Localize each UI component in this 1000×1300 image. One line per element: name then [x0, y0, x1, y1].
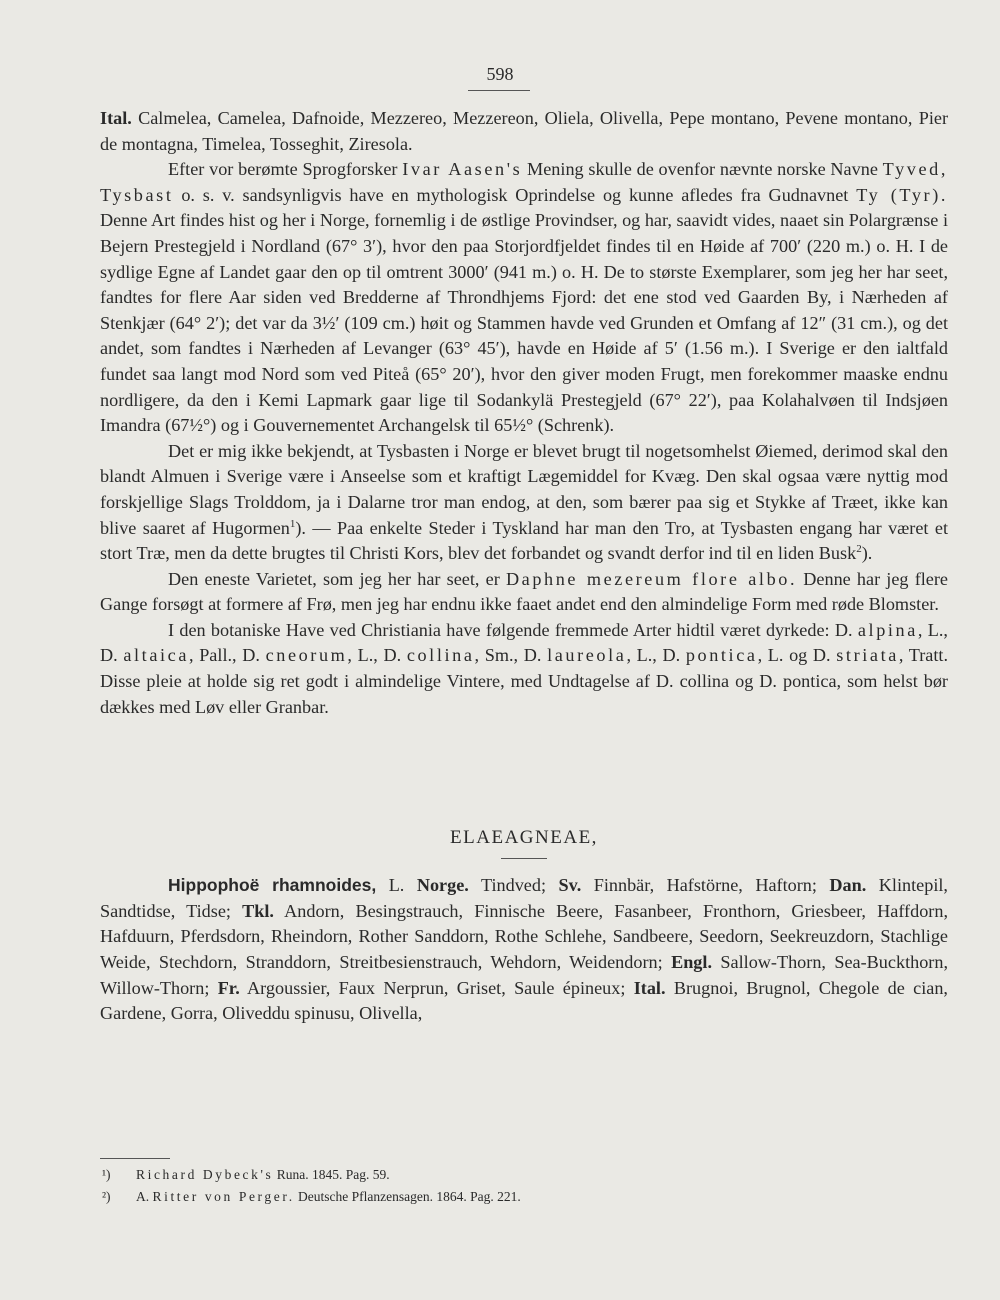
text-run: striata — [836, 645, 899, 666]
text-run: Tkl. — [242, 900, 274, 921]
text-run: Dan. — [829, 875, 867, 896]
text-run: Mening skulle de ovenfor nævnte norske Navne — [522, 159, 883, 180]
text-run: Fr. — [217, 977, 240, 998]
footnote-ref: 2 — [856, 543, 862, 556]
text-run: Ital. — [100, 108, 132, 128]
text-run: Denne har jeg flere Gange forsøgt at formere af Frø, men jeg har endnu ikke faaet andet end den almindelige Form med røde Blomster. — [100, 568, 949, 615]
text-run: alpina — [857, 619, 918, 640]
text-run: Ital. — [633, 977, 666, 998]
text-run: ). — [861, 543, 873, 564]
paragraph — [100, 157, 948, 439]
text-run: ). — Paa enkelte Steder i Tyskland har man den Tro, at Tysbasten engang har været et stort Træ, men da dette brugtes til Christi Kors, blev det forbandet og svandt derfor ind til en liden Busk — [100, 517, 948, 564]
text-run: Tyved, Tysbast — [100, 159, 949, 205]
page-number: 598 — [486, 64, 514, 84]
text-run: Den eneste Varietet, som jeg her har seet, er — [168, 568, 506, 589]
text-run: Ivar Aasen's — [402, 159, 523, 180]
footnote-mark: ²) — [102, 1189, 111, 1204]
text-run: Argoussier, Faux Nerprun, Griset, Saule épineux; — [239, 977, 634, 998]
species-paragraph — [100, 873, 948, 1027]
text-run: Ty (Tyr). — [856, 184, 948, 205]
text-run: Runa. 1845. Pag. 59. — [273, 1167, 390, 1182]
paragraph — [100, 439, 948, 567]
text-run: , L., D. — [347, 645, 407, 666]
text-run: , Tratt. Disse pleie at holde sig ret godt i almindelige Vintere, med Undtagelse af D. collina og D. pontica, som helst bør dækkes med Løv eller Granbar. — [100, 645, 949, 717]
footnotes — [102, 1164, 948, 1208]
text-run: Finnbär, Hafstörne, Haftorn; — [581, 875, 830, 896]
paragraph — [100, 618, 948, 720]
footnote-mark: ¹) — [102, 1167, 111, 1182]
text-run: altaica — [123, 645, 189, 666]
paragraph — [100, 567, 948, 618]
paragraph — [100, 106, 948, 157]
text-run: collina — [406, 645, 475, 666]
footnote-ref: 1 — [289, 517, 296, 530]
text-run: Denne Art findes hist og her i Norge, fornemlig i de østlige Provindser, og har, saavidt vides, naaet sin Polargrænse i Bejern Prestegjeld i Nordland (67° 3′), hvor den paa Storjordfjeldet findes til en Høide af 700′ (220 m.) o. H. I de sydlige Egne af Landet gaar den op til omtrent 3000′ (941 m.) o. H. De to største Exemplarer, som jeg her har seet, fandtes for flere Aar siden ved Bredderne af Throndhjems Fjord: det ene stod ved Gaarden By, i Nærheden af Stenkjær (64° 2′); det var da 3½′ (109 cm.) høit og Stammen havde ved Grunden et Omfang af 12″ (31 cm.), og det andet, som fandtes i Nærheden af Levanger (63° 45′), havde en Høide af 5′ (1.56 m.). I Sverige er den ialtfald fundet saa langt mod Nord som ved Piteå (65° 20′), hvor den giver moden Frugt, men forekommer maaske endnu nordligere, da den i Kemi Lapmark gaar lige til Sodankylä Prestegjeld (67° 22′), paa Kolahalvøen til Indsjøen Imandra (67½°) og i Gouvernementet Archangelsk til 65½° (Schrenk). — [100, 210, 948, 436]
body-text — [100, 106, 948, 1027]
section-rule — [501, 858, 547, 859]
text-run: , Pall., D. — [189, 645, 266, 666]
text-run: , L. og D. — [757, 645, 837, 666]
header-rule — [468, 90, 530, 91]
text-run: Richard Dybeck's — [136, 1167, 274, 1182]
text-run: Sallow-Thorn, Sea-Buckthorn, Willow-Thorn; — [100, 952, 949, 998]
section-paragraphs — [100, 873, 948, 1027]
footnote — [102, 1186, 948, 1208]
text-run: L. — [376, 875, 417, 896]
footnote — [102, 1164, 948, 1186]
text-run: , L., D. — [100, 619, 948, 666]
text-run: A. — [136, 1189, 153, 1204]
text-run: pontica — [685, 645, 758, 666]
text-run: , L., D. — [626, 645, 686, 666]
text-run: Brugnoi, Brugnol, Chegole de cian, Gardene, Gorra, Oliveddu spinusu, Olivella, — [100, 977, 948, 1024]
text-run: Deutsche Pflanzensagen. 1864. Pag. 221. — [294, 1189, 521, 1204]
text-run: Engl. — [671, 952, 713, 973]
text-run: o. s. v. sandsynligvis have en mythologisk Oprindelse og kunne afledes fra Gudnavnet — [173, 184, 857, 205]
text-run: Tindved; — [468, 875, 559, 896]
text-run: Daphne mezereum flore albo. — [505, 568, 798, 589]
text-run: laureola — [547, 645, 627, 666]
text-run: Ritter von Perger. — [152, 1189, 295, 1204]
text-run: I den botaniske Have ved Christiania have følgende fremmede Arter hidtil været dyrkede: D. — [168, 619, 858, 640]
text-run: Efter vor berømte Sprogforsker — [168, 159, 403, 180]
text-run: Klintepil, Sandtidse, Tidse; — [100, 875, 948, 921]
text-run: Sv. — [558, 875, 582, 896]
main-paragraphs — [100, 106, 948, 720]
section-heading: ELAEAGNEAE, — [450, 827, 598, 849]
text-run: Andorn, Besingstrauch, Finnische Beere, Fasanbeer, Fronthorn, Griesbeer, Haffdorn, Hafduurn, Pferdsdorn, Rheindorn, Rother Sanddorn, Rothe Schlehe, Sandbeere, Seedorn, Seekreuzdorn, Stachlige Weide, Stechdorn, Stranddorn, Streitbesienstrauch, Wehdorn, Weidendorn; — [100, 900, 948, 973]
text-run: Norge. — [416, 875, 469, 896]
footnote-rule — [100, 1158, 170, 1159]
text-run: Det er mig ikke bekjendt, at Tysbasten i Norge er blevet brugt til nogetsomhelst Øiemed, derimod skal den blandt Almuen i Sverige være i Anseelse som et kraftigt Lægemiddel for Kvæg. Den skal ogsaa være nyttig mod forskjellige Slags Trolddom, ja i Dalarne tror man endog, at den, som bærer paa sig et Stykke af Træet, ikke kan blive saaret af Hugormen — [100, 440, 948, 538]
text-run: Calmelea, Camelea, Dafnoide, Mezzereo, Mezzereon, Oliela, Olivella, Pepe montano, Pevene montano, Pier de montagna, Timelea, Tosseghit, Ziresola. — [100, 108, 948, 154]
text-run: Hippophoë rhamnoides, — [168, 875, 377, 896]
text-run: cneorum — [265, 645, 348, 666]
text-run: , Sm., D. — [474, 645, 548, 666]
